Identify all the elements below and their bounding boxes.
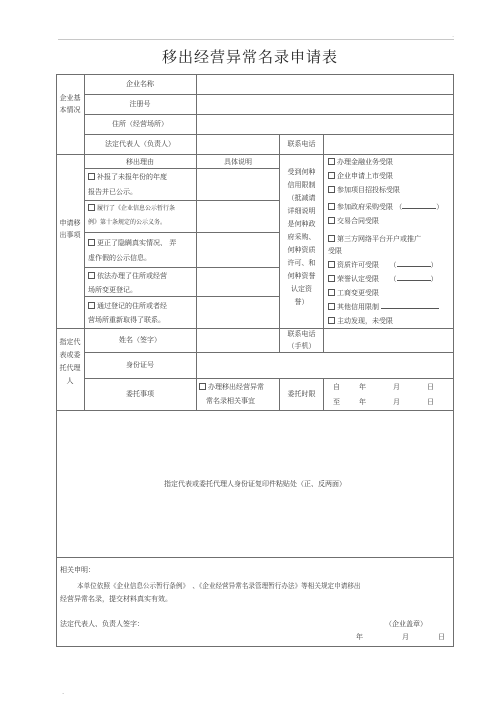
- reason-2[interactable]: 履行了《企业信息公示暂行条 例》第十条规定的公示义务。: [88, 205, 176, 226]
- checkbox-icon: [328, 235, 335, 242]
- label-agent-name: 姓名（签字）: [119, 336, 161, 344]
- checkbox-icon: [88, 302, 95, 309]
- restriction-license[interactable]: 资质许可受限 （ ）: [328, 258, 438, 272]
- reason-1[interactable]: 补报了未报年份的年度 报告并已公示。: [88, 173, 167, 196]
- checkbox-icon: [88, 272, 95, 279]
- declaration-heading: 相关申明：: [60, 566, 95, 574]
- label-agent-phone: 联系电话 （手机）: [287, 330, 316, 350]
- checkbox-icon: [328, 303, 335, 310]
- checkbox-icon: [88, 204, 95, 211]
- label-address: 住所（经营场所）: [112, 120, 168, 128]
- affected-label: 受到何种 信用限制 （抵减请 详细说明 是何种政 府采购、 何种资质 许可、和 何种资誉 认定资 誉）: [287, 168, 316, 306]
- honor-blank[interactable]: [397, 272, 431, 281]
- period-to-month: 月: [393, 398, 400, 406]
- entrust-detail[interactable]: 办理移出经营异常 常名录相关事宜: [199, 380, 264, 408]
- checkbox-icon: [328, 172, 335, 179]
- label-period: 委托时限: [287, 390, 316, 398]
- period-from-month: 月: [393, 383, 400, 391]
- header-detail: 具体说明: [224, 158, 252, 166]
- company-seal-label: （企业盖章）: [385, 620, 427, 628]
- period-to-day: 日: [427, 398, 434, 406]
- id-copy-area[interactable]: 指定代表或委托代理人身份证复印件粘贴处（正、反两面）: [164, 480, 346, 488]
- checkbox-icon: [328, 261, 335, 268]
- procurement-blank[interactable]: [402, 200, 436, 209]
- period-from-label: 自: [333, 383, 340, 391]
- signature-label[interactable]: 法定代表人、负责人签字：: [60, 620, 144, 628]
- checkbox-icon: [328, 217, 335, 224]
- restriction-finance[interactable]: 办理金融业务受限: [328, 155, 393, 169]
- page-title: 移出经营异常名录申请表: [161, 48, 338, 66]
- checkbox-icon: [328, 275, 335, 282]
- label-id-number: 身份证号: [126, 361, 154, 369]
- label-company-name: 企业名称: [126, 80, 154, 88]
- reason-5[interactable]: 通过登记的住所或者经 营场所重新取得了联系。: [88, 302, 167, 324]
- header-reason: 移出理由: [126, 158, 154, 166]
- checkbox-icon: [328, 203, 335, 210]
- checkbox-icon: [88, 239, 95, 246]
- other-blank[interactable]: [381, 300, 439, 309]
- date-month: 月: [402, 633, 409, 641]
- footer-mark: ·: [62, 690, 65, 698]
- checkbox-icon: [328, 158, 335, 165]
- label-legal-rep: 法定代表人（负责人）: [105, 140, 175, 148]
- period-to-year: 年: [359, 398, 366, 406]
- section-label-agent: 指定代表或委托代理人: [59, 338, 81, 385]
- restriction-platform[interactable]: 第三方网络平台开户或推广 受限: [328, 235, 421, 255]
- period-to-label: 至: [333, 398, 340, 406]
- period-from-year: 年: [359, 383, 366, 391]
- restriction-change[interactable]: 工商变更受限: [328, 286, 379, 300]
- section-label-basic: 企业基本情况: [59, 94, 81, 114]
- section-label-matters: 申请移出事项: [59, 219, 81, 239]
- license-blank[interactable]: [397, 258, 431, 267]
- page-mark: ·: [452, 33, 455, 41]
- checkbox-icon: [328, 317, 335, 324]
- declaration-body-line2: 经营异常名录，提交材料真实有效。: [60, 595, 172, 603]
- restriction-contract[interactable]: 交易合同受限: [328, 214, 379, 228]
- restriction-other[interactable]: 其他信用限制: [328, 300, 439, 314]
- label-entrust: 委托事项: [126, 390, 154, 398]
- restriction-none[interactable]: 主动发现，未受限: [328, 314, 393, 328]
- checkbox-icon: [328, 289, 335, 296]
- date-day: 日: [438, 633, 445, 641]
- reason-3[interactable]: 更正了隐瞒真实情况、 弄 虚作假的公示信息。: [88, 239, 177, 262]
- date-year: 年: [356, 633, 363, 641]
- restriction-honor[interactable]: 荣誉认定受限 （ ）: [328, 272, 438, 286]
- checkbox-icon: [88, 173, 95, 180]
- label-reg-number: 注册号: [129, 100, 151, 108]
- label-phone: 联系电话: [287, 140, 316, 148]
- checkbox-icon: [328, 186, 335, 193]
- reason-4[interactable]: 依法办理了住所或经营 场所变更登记。: [88, 272, 167, 294]
- period-from-day: 日: [427, 383, 434, 391]
- restriction-listing[interactable]: 企业申请上市受限: [328, 169, 393, 183]
- restriction-procurement[interactable]: 参加政府采购受限 （ ）: [328, 200, 443, 214]
- restriction-bidding[interactable]: 参加项目招投标受限: [328, 183, 400, 197]
- declaration-body-line1: 本单位依照《企业信息公示暂行条例》 、《企业经营异常名录管理暂行办法》等相关规定申请移出: [77, 582, 361, 590]
- checkbox-icon: [199, 383, 206, 390]
